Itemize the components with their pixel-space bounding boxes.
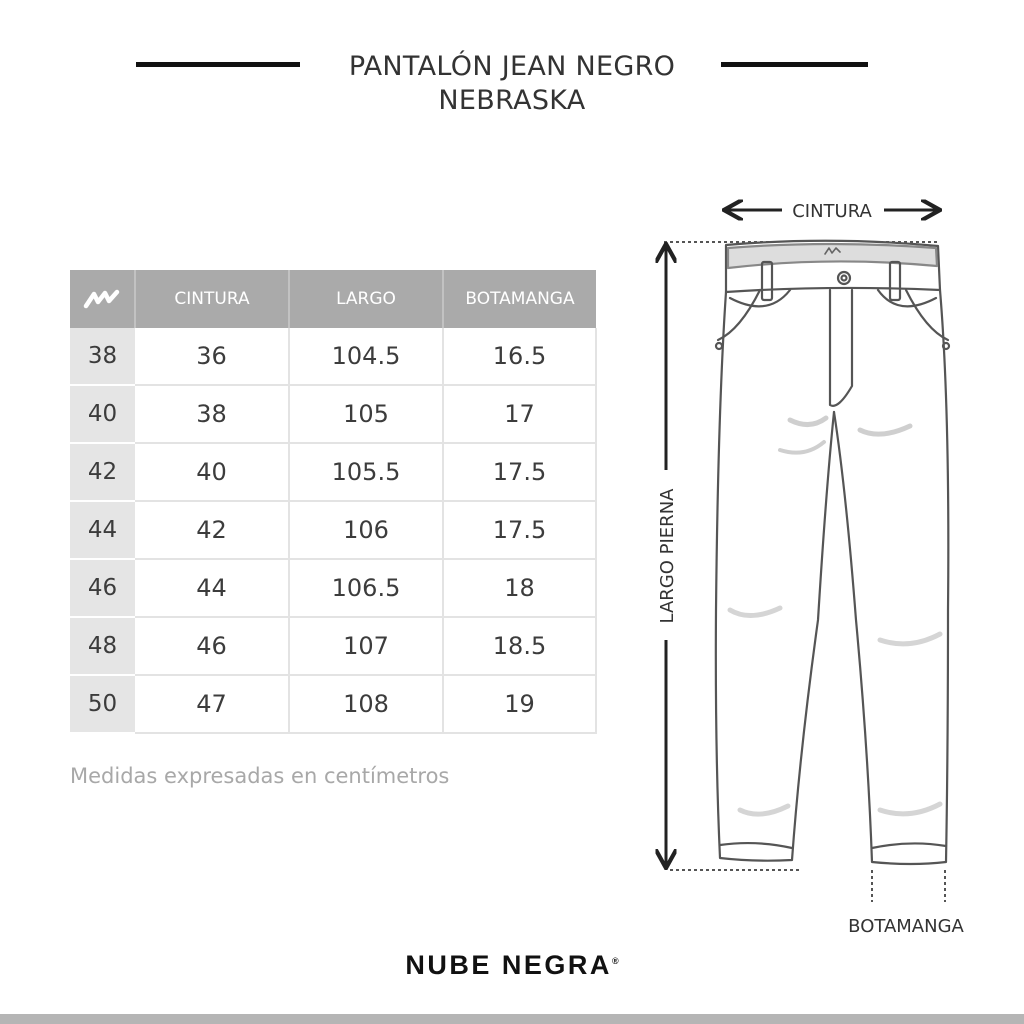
botamanga-cell: 16.5	[443, 328, 596, 385]
size-table	[70, 270, 597, 734]
cintura-cell: 46	[135, 617, 289, 675]
title-line-1: PANTALÓN JEAN NEGRO	[348, 51, 676, 82]
header-largo: LARGO	[289, 270, 443, 328]
title-line-2: NEBRASKA	[438, 85, 586, 116]
cintura-label: CINTURA	[792, 201, 872, 222]
pants-measurement-diagram	[640, 190, 980, 950]
size-cell: 40	[70, 385, 135, 443]
title-rule-left	[136, 62, 300, 67]
botamanga-cell: 17.5	[443, 443, 596, 501]
largo-pierna-dimension	[657, 246, 800, 870]
pants-illustration	[716, 241, 949, 864]
table-row	[70, 617, 596, 675]
nube-negra-logo-icon	[83, 289, 121, 309]
size-cell: 42	[70, 443, 135, 501]
botamanga-cell: 17	[443, 385, 596, 443]
page-title	[300, 50, 724, 118]
largo-cell: 105	[289, 385, 443, 443]
largo-cell: 106	[289, 501, 443, 559]
header-cintura: CINTURA	[135, 270, 289, 328]
table-row	[70, 559, 596, 617]
units-note: Medidas expresadas en centímetros	[70, 764, 450, 788]
cintura-cell: 40	[135, 443, 289, 501]
brand-logo	[280, 950, 744, 981]
cintura-dimension	[664, 201, 940, 242]
size-cell: 50	[70, 675, 135, 733]
botamanga-label: BOTAMANGA	[848, 916, 964, 937]
table-row	[70, 385, 596, 443]
brand-name: NUBE NEGRA	[405, 950, 612, 980]
table-row	[70, 675, 596, 733]
largo-pierna-label: LARGO PIERNA	[657, 488, 678, 624]
header-botamanga: BOTAMANGA	[443, 270, 596, 328]
table-row	[70, 501, 596, 559]
cintura-cell: 38	[135, 385, 289, 443]
botamanga-cell: 18.5	[443, 617, 596, 675]
table-header-logo	[70, 270, 135, 328]
cintura-cell: 44	[135, 559, 289, 617]
botamanga-cell: 17.5	[443, 501, 596, 559]
registered-mark: ®	[611, 956, 619, 966]
table-row	[70, 443, 596, 501]
title-rule-right	[721, 62, 868, 67]
cintura-cell: 47	[135, 675, 289, 733]
botamanga-cell: 19	[443, 675, 596, 733]
cintura-cell: 42	[135, 501, 289, 559]
size-cell: 38	[70, 328, 135, 385]
largo-cell: 104.5	[289, 328, 443, 385]
largo-cell: 106.5	[289, 559, 443, 617]
cintura-cell: 36	[135, 328, 289, 385]
bottom-bar	[0, 1014, 1024, 1024]
largo-cell: 105.5	[289, 443, 443, 501]
table-header-row	[70, 270, 596, 328]
botamanga-dimension	[848, 870, 964, 937]
size-cell: 44	[70, 501, 135, 559]
botamanga-cell: 18	[443, 559, 596, 617]
largo-cell: 107	[289, 617, 443, 675]
table-row	[70, 328, 596, 385]
size-cell: 46	[70, 559, 135, 617]
largo-cell: 108	[289, 675, 443, 733]
size-cell: 48	[70, 617, 135, 675]
